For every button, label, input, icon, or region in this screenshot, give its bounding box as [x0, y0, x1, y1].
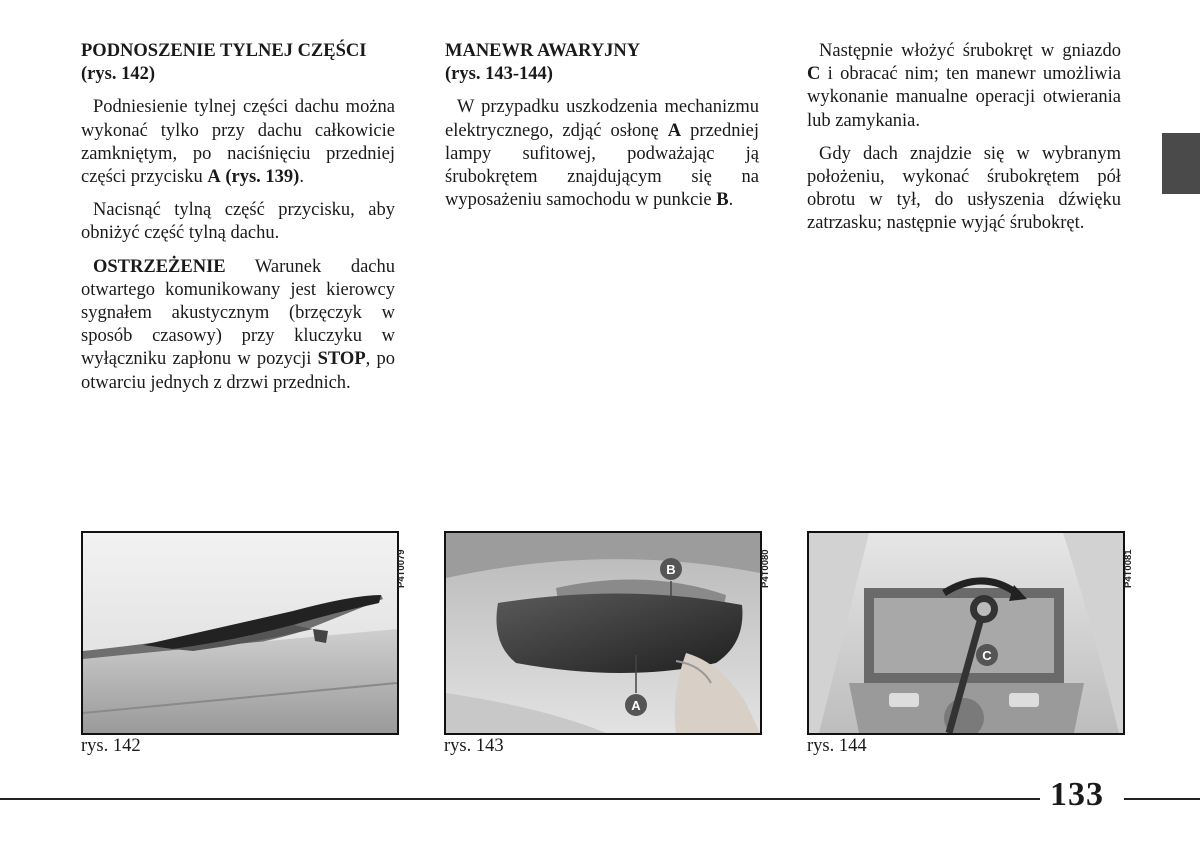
figure-code: P4T0079	[396, 549, 407, 588]
paragraph: W przypadku uszkodzenia mechanizmu elektrycznego, zdjąć osłonę A przedniej lampy sufitowej, podważając ją śrubokrętem znajdującym się na wyposażeniu samochodu w punkcie B.	[445, 97, 759, 211]
figure-rys-143	[444, 531, 762, 735]
paragraph: Podniesienie tylnej części dachu można wykonać tylko przy dachu całkowicie zamkniętym, po naciśnięciu przedniej części przycisku A (rys. 139).	[81, 97, 395, 188]
figure-caption: rys. 143	[444, 736, 504, 756]
chapter-tab-marker	[1162, 133, 1200, 194]
figure-rys-144	[807, 531, 1125, 735]
footer-rule-left	[0, 798, 1040, 800]
section-heading-emergency: MANEWR AWARYJNY (rys. 143-144)	[445, 41, 641, 85]
page-number: 133	[1050, 776, 1104, 813]
ceiling-lamp-illustration	[446, 533, 760, 733]
svg-text:C: C	[982, 648, 992, 663]
paragraph: Nacisnąć tylną część przycisku, aby obniżyć część tylną dachu.	[81, 200, 395, 244]
column-1	[81, 40, 395, 405]
figure-caption: rys. 144	[807, 736, 867, 756]
svg-text:A: A	[631, 698, 641, 713]
warning-label: OSTRZEŻENIE	[93, 256, 226, 277]
section-heading-lift-rear: PODNOSZENIE TYLNEJ CZĘŚCI (rys. 142)	[81, 41, 367, 85]
paragraph: Gdy dach znajdzie się w wybranym położeniu, wykonać śrubokrętem pół obrotu w tył, do usłyszenia dźwięku zatrzasku; następnie wyjąć śrubokręt.	[807, 143, 1121, 234]
manual-crank-illustration	[809, 533, 1123, 733]
column-2	[445, 40, 759, 222]
paragraph: Następnie włożyć śrubokręt w gniazdo C i obracać nim; ten manewr umożliwia wykonanie manualne operacji otwierania lub zamykania.	[807, 41, 1121, 131]
svg-text:B: B	[666, 562, 676, 577]
figure-code: P4T0081	[1123, 549, 1134, 588]
roof-photo-illustration	[83, 533, 397, 733]
column-3	[807, 40, 1121, 246]
figure-rys-142	[81, 531, 399, 735]
figure-code: P4T0080	[760, 549, 771, 588]
figure-caption: rys. 142	[81, 736, 141, 756]
warning-paragraph: OSTRZEŻENIE Warunek dachu otwartego komunikowany jest kierowcy sygnałem akustycznym (brzęczyk w sposób czasowy) przy kluczyku w wyłączniku zapłonu w pozycji STOP, po otwarciu jednych z drzwi przednich.	[81, 256, 395, 393]
footer-rule-right	[1124, 798, 1200, 800]
